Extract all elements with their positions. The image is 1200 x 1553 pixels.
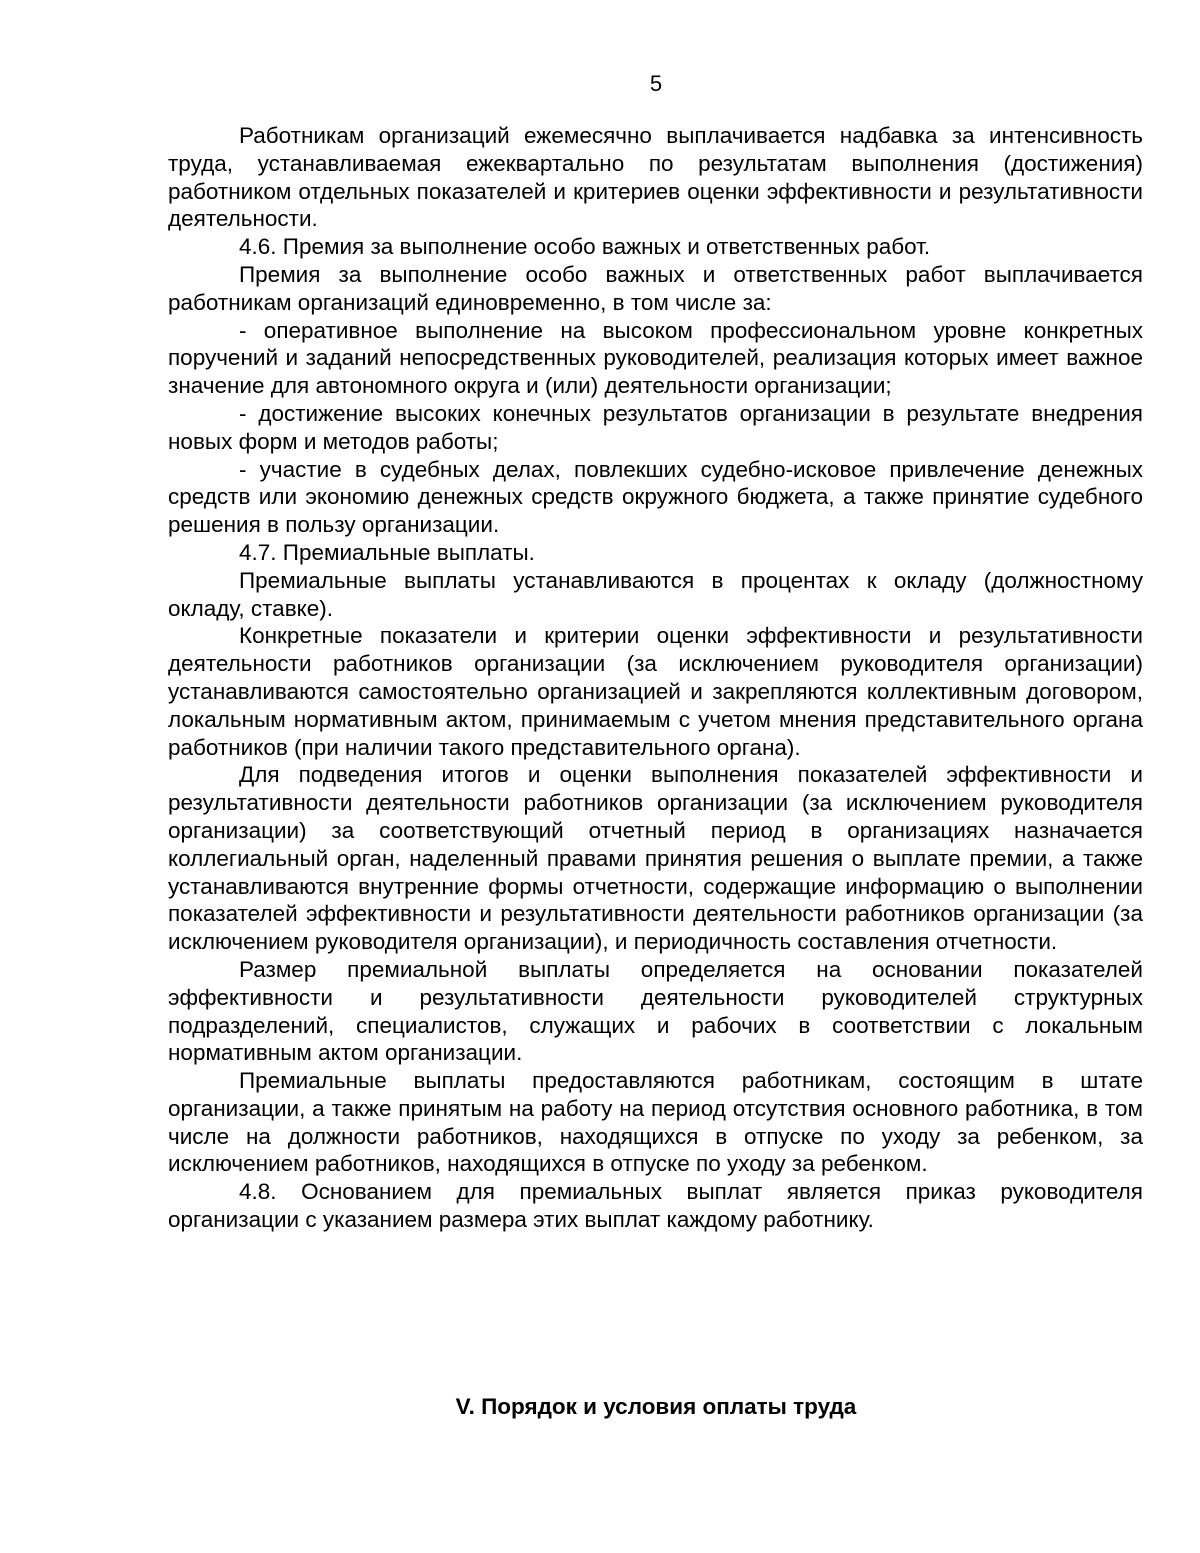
paragraph: Конкретные показатели и критерии оценки эффективности и результативности деятельности работников организации (за исключением руководителя организации) устанавливаются самостоятельно организацией и закрепляются коллективным договором, локальным нормативным актом, принимаемым с учетом мнения представительного органа работников (при наличии такого представительного органа).	[168, 623, 1143, 760]
paragraph: Премия за выполнение особо важных и ответственных работ выплачивается работникам организаций единовременно, в том числе за:	[168, 261, 1143, 315]
paragraph: Размер премиальной выплаты определяется на основании показателей эффективности и результативности деятельности руководителей структурных подразделений, специалистов, служащих и рабочих в соответствии с локальным нормативным актом организации.	[168, 956, 1143, 1066]
list-item: - достижение высоких конечных результатов организации в результате внедрения новых форм и методов работы;	[168, 400, 1143, 454]
paragraph: 4.8. Основанием для премиальных выплат является приказ руководителя организации с указанием размера этих выплат каждому работнику.	[168, 1179, 1143, 1233]
list-item: - участие в судебных делах, повлекших судебно-исковое привлечение денежных средств или экономию денежных средств окружного бюджета, а также принятие судебного решения в пользу организации.	[168, 456, 1143, 538]
section-heading: V. Порядок и условия оплаты труда	[455, 1394, 857, 1419]
paragraph: 4.6. Премия за выполнение особо важных и ответственных работ.	[239, 234, 931, 260]
paragraph: Премиальные выплаты предоставляются работникам, состоящим в штате организации, а также принятым на работу на период отсутствия основного работника, в том числе на должности работников, находящихся в отпуске по уходу за ребенком, за исключением работников, находящихся в отпуске по уходу за ребенком.	[168, 1068, 1143, 1177]
paragraph: Премиальные выплаты устанавливаются в процентах к окладу (должностному окладу, ставке).	[168, 567, 1143, 621]
list-item: - оперативное выполнение на высоком профессиональном уровне конкретных поручений и заданий непосредственных руководителей, реализация которых имеет важное значение для автономного округа и (или) деятельности организации;	[168, 317, 1143, 399]
paragraph: Работникам организаций ежемесячно выплачивается надбавка за интенсивность труда, устанавливаемая ежеквартально по результатам выполнения (достижения) работником отдельных показателей и критериев оценки эффективности и результативности деятельности.	[168, 123, 1143, 232]
paragraph: Для подведения итогов и оценки выполнения показателей эффективности и результативности деятельности работников организации (за исключением руководителя организации) за соответствующий отчетный период в организациях назначается коллегиальный орган, наделенный правами принятия решения о выплате премии, а также устанавливаются внутренние формы отчетности, содержащие информацию о выполнении показателей эффективности и результативности деятельности работников организации (за исключением руководителя организации), и периодичность составления отчетности.	[168, 762, 1143, 955]
paragraph: 4.7. Премиальные выплаты.	[239, 539, 535, 565]
document-body	[168, 122, 1143, 1234]
page-number: 5	[649, 71, 663, 96]
